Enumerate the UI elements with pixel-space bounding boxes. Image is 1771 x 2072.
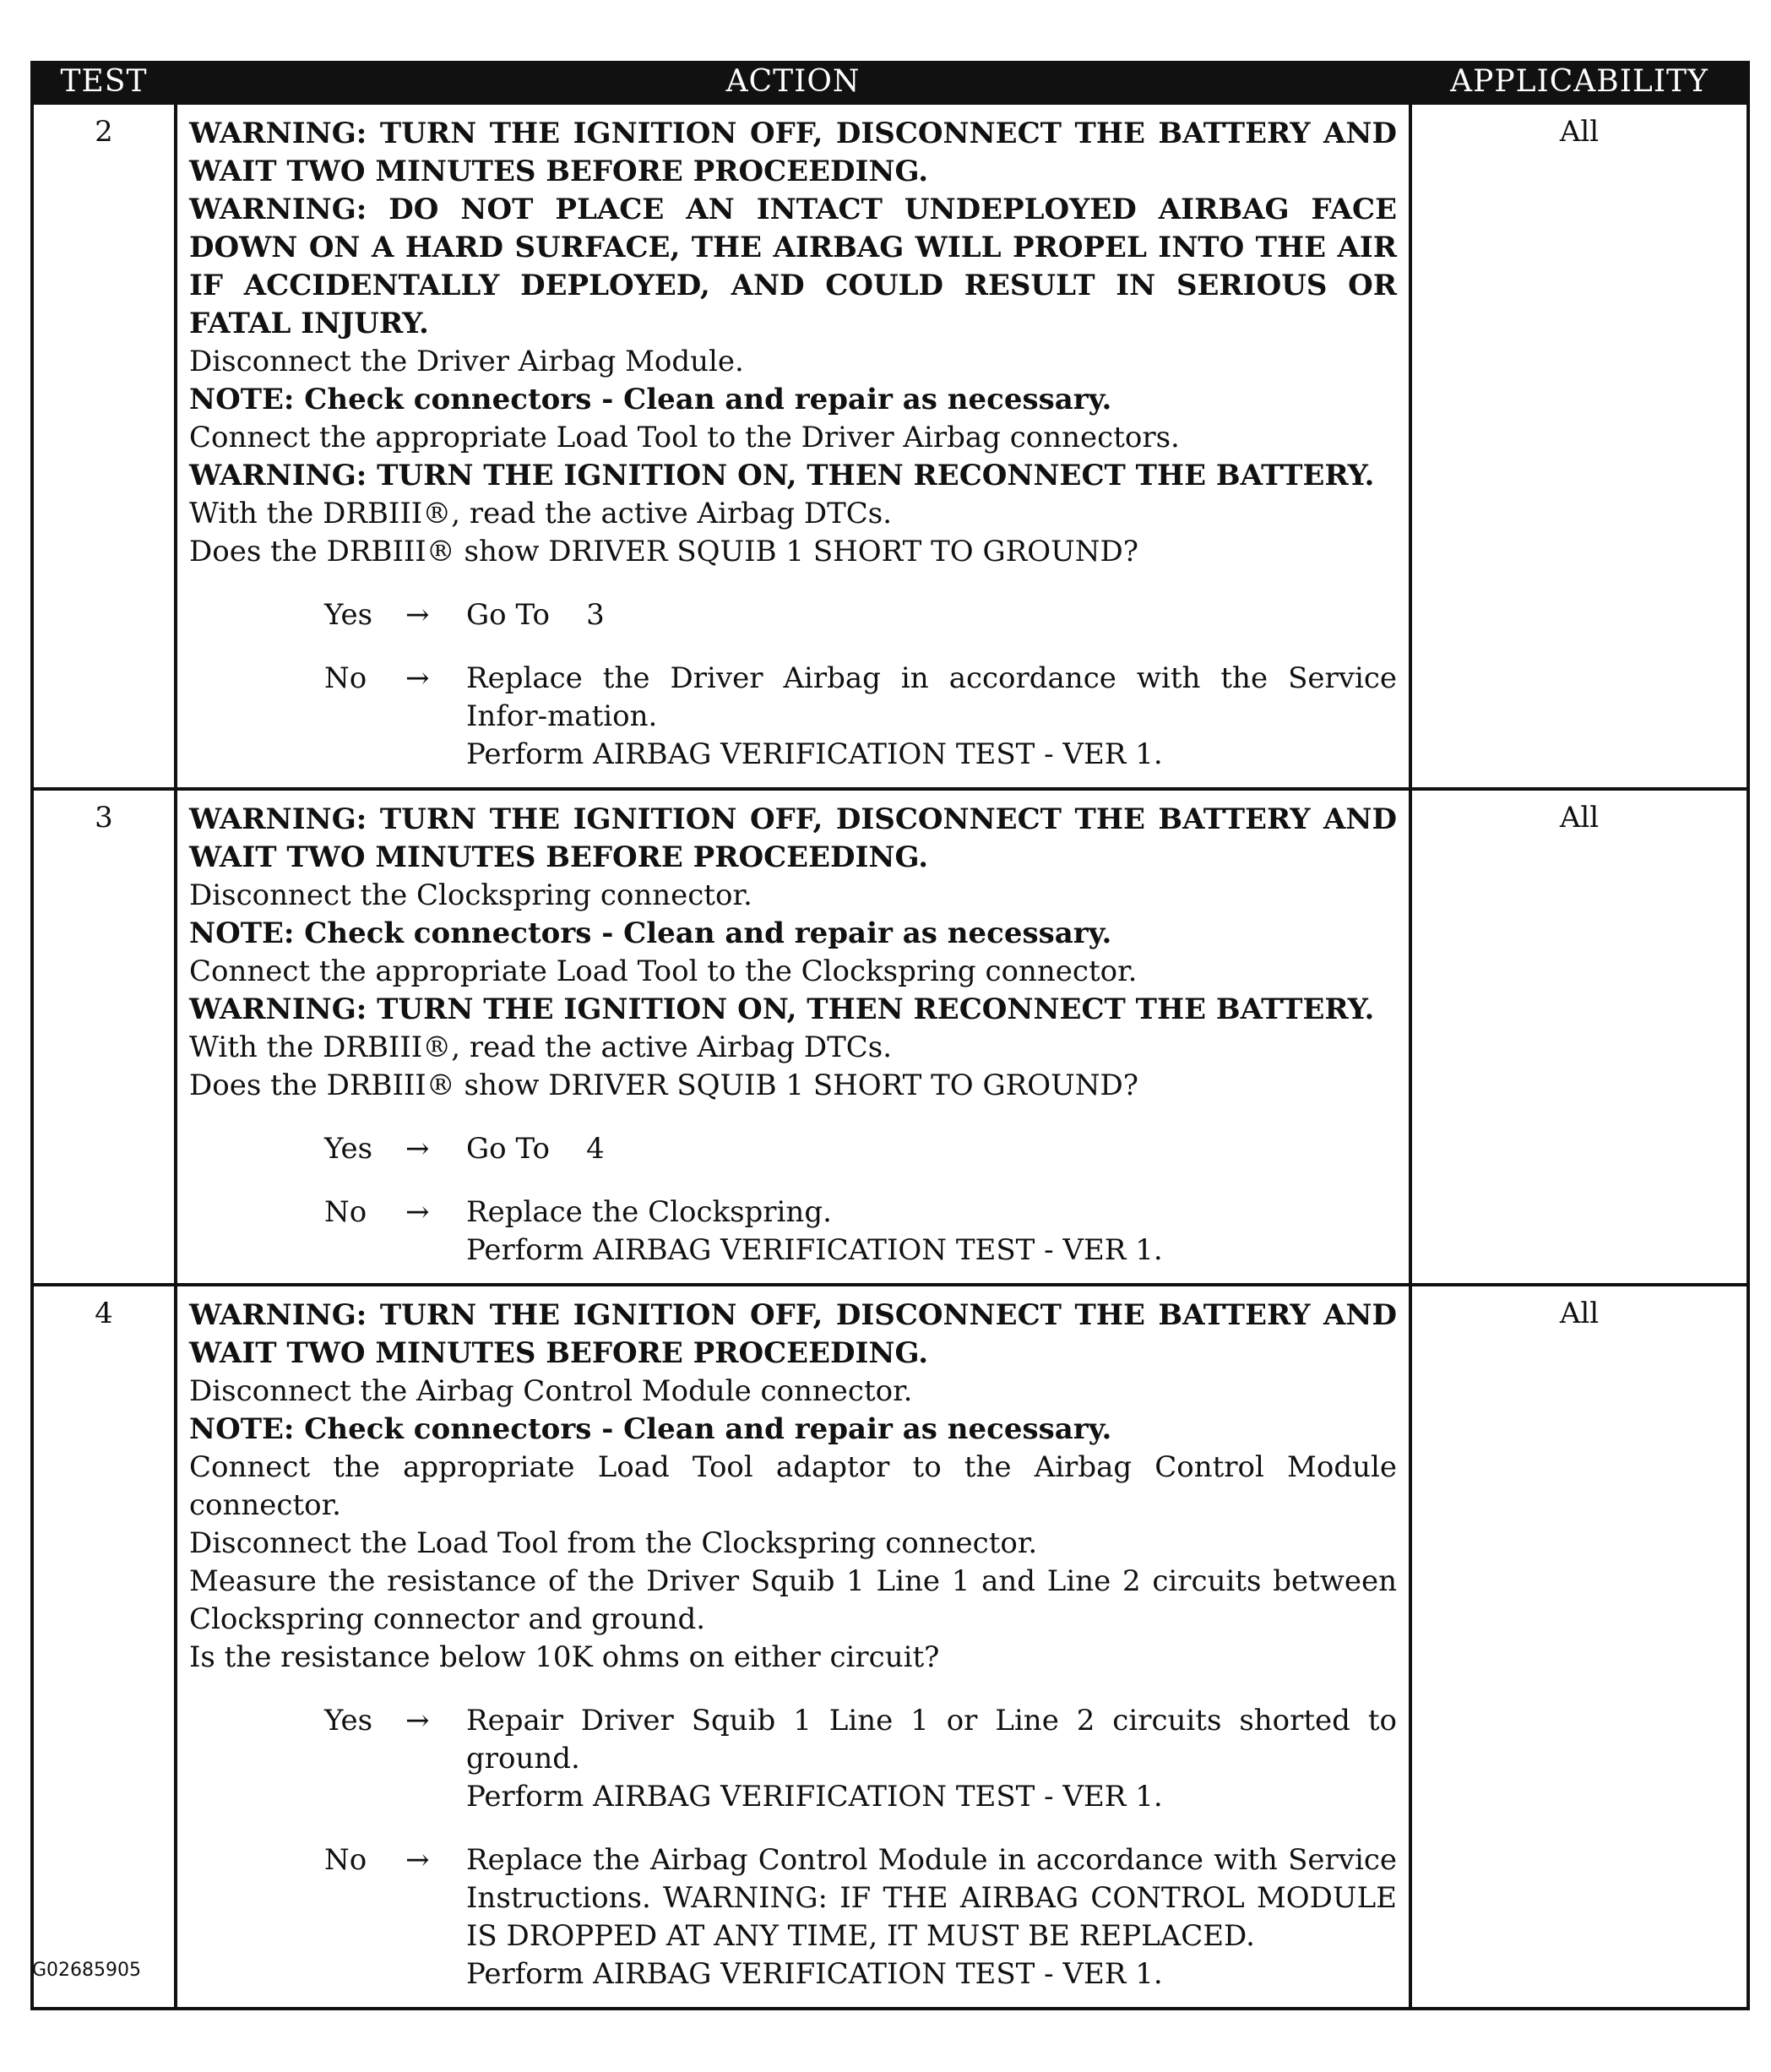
applicability-value: All — [1410, 103, 1748, 789]
instruction-text: Connect the appropriate Load Tool to the Driver Airbag connectors. — [189, 421, 1180, 454]
branch-action — [466, 1130, 1397, 1168]
right-arrow-icon: → — [405, 1132, 430, 1166]
right-arrow-icon: → — [405, 661, 430, 695]
warning-text: WARNING: TURN THE IGNITION ON, THEN RECONNECT THE BATTERY. — [189, 992, 1375, 1026]
branch-action-line: Go To 4 — [466, 1132, 605, 1166]
branch-action-line: Replace the Clockspring. — [466, 1195, 832, 1229]
action-cell — [176, 1285, 1410, 2009]
decision-branch — [189, 1194, 1397, 1270]
note-text: NOTE: Check connectors - Clean and repair as necessary. — [189, 383, 1112, 416]
branch-label: No — [324, 661, 367, 695]
decision-branch — [189, 660, 1406, 774]
instruction-text: With the DRBIII®, read the active Airbag DTCs. — [189, 497, 893, 530]
instruction-text: Disconnect the Airbag Control Module connector. — [189, 1374, 913, 1408]
right-arrow-icon: → — [405, 1843, 430, 1877]
branch-action — [466, 1194, 1397, 1270]
instruction-text: Disconnect the Driver Airbag Module. — [189, 345, 744, 378]
header-action: ACTION — [176, 61, 1410, 103]
note-text: NOTE: Check connectors - Clean and repair as necessary. — [189, 916, 1112, 950]
applicability-value: All — [1410, 1285, 1748, 2009]
action-cell — [176, 103, 1410, 789]
header-applicability: APPLICABILITY — [1410, 61, 1748, 103]
decision-branch — [189, 1130, 1397, 1168]
warning-text: WARNING: DO NOT PLACE AN INTACT UNDEPLOYED AIRBAG FACE DOWN ON A HARD SURFACE, THE AIRBAG WILL PROPEL INTO THE AIR IF ACCIDENTALLY DEPLOYED, AND COULD RESULT IN SERIOUS OR FATAL INJURY. — [189, 193, 1397, 340]
test-row — [32, 103, 1748, 789]
instruction-text: Does the DRBIII® show DRIVER SQUIB 1 SHORT TO GROUND? — [189, 1069, 1139, 1102]
right-arrow-icon: → — [405, 598, 430, 632]
test-number: 3 — [32, 789, 176, 1285]
action-cell — [176, 789, 1410, 1285]
branch-action-line: Replace the Driver Airbag in accordance with the Service Infor-mation. — [466, 661, 1406, 733]
instruction-text: Is the resistance below 10K ohms on either circuit? — [189, 1640, 940, 1674]
decision-branch — [189, 596, 1397, 634]
branch-label: No — [324, 1843, 367, 1877]
header-test: TEST — [32, 61, 176, 103]
branch-action — [466, 1702, 1406, 1816]
branch-label: Yes — [324, 1132, 373, 1166]
warning-text: WARNING: TURN THE IGNITION OFF, DISCONNECT THE BATTERY AND WAIT TWO MINUTES BEFORE PROCEEDING. — [189, 802, 1397, 874]
branch-action-line: Repair Driver Squib 1 Line 1 or Line 2 circuits shorted to ground. — [466, 1704, 1406, 1776]
note-text: NOTE: Check connectors - Clean and repair as necessary. — [189, 1412, 1112, 1446]
warning-text: WARNING: TURN THE IGNITION ON, THEN RECONNECT THE BATTERY. — [189, 459, 1375, 492]
branch-action-line: Perform AIRBAG VERIFICATION TEST - VER 1. — [466, 1233, 1163, 1267]
right-arrow-icon: → — [405, 1195, 430, 1229]
branch-action — [466, 1841, 1406, 1993]
test-number: 2 — [32, 103, 176, 789]
branch-label: No — [324, 1195, 367, 1229]
applicability-value: All — [1410, 789, 1748, 1285]
warning-text: WARNING: TURN THE IGNITION OFF, DISCONNECT THE BATTERY AND WAIT TWO MINUTES BEFORE PROCEEDING. — [189, 1298, 1397, 1370]
instruction-text: Connect the appropriate Load Tool to the Clockspring connector. — [189, 954, 1138, 988]
right-arrow-icon: → — [405, 1704, 430, 1738]
branch-action — [466, 660, 1406, 774]
header-row — [32, 61, 1748, 103]
test-row — [32, 789, 1748, 1285]
test-row — [32, 1285, 1748, 2009]
branch-action-line: Perform AIRBAG VERIFICATION TEST - VER 1. — [466, 1780, 1163, 1814]
branch-action-line: Perform AIRBAG VERIFICATION TEST - VER 1. — [466, 1957, 1163, 1991]
test-number: 4 — [32, 1285, 176, 2009]
figure-code: G02685905 — [32, 1960, 142, 1981]
instruction-text: Disconnect the Load Tool from the Clockspring connector. — [189, 1526, 1038, 1560]
procedure-rows — [32, 103, 1748, 2009]
branch-action — [466, 596, 1397, 634]
instruction-text: Disconnect the Clockspring connector. — [189, 878, 752, 912]
warning-text: WARNING: TURN THE IGNITION OFF, DISCONNECT THE BATTERY AND WAIT TWO MINUTES BEFORE PROCEEDING. — [189, 117, 1397, 188]
instruction-text: With the DRBIII®, read the active Airbag DTCs. — [189, 1031, 893, 1064]
instruction-text: Measure the resistance of the Driver Squib 1 Line 1 and Line 2 circuits between Clockspring connector and ground. — [189, 1564, 1397, 1636]
branch-label: Yes — [324, 1704, 373, 1738]
procedure-page — [30, 61, 1747, 2010]
decision-branch — [189, 1702, 1406, 1816]
branch-action-line: Replace the Airbag Control Module in accordance with Service Instructions. WARNING: IF THE AIRBAG CONTROL MODULE IS DROPPED AT ANY TIME, IT MUST BE REPLACED. — [466, 1843, 1406, 1953]
instruction-text: Connect the appropriate Load Tool adaptor to the Airbag Control Module connector. — [189, 1450, 1397, 1522]
decision-branch — [189, 1841, 1406, 1993]
branch-action-line: Perform AIRBAG VERIFICATION TEST - VER 1. — [466, 737, 1163, 771]
branch-label: Yes — [324, 598, 373, 632]
instruction-text: Does the DRBIII® show DRIVER SQUIB 1 SHORT TO GROUND? — [189, 535, 1139, 568]
branch-action-line: Go To 3 — [466, 598, 605, 632]
procedure-table — [30, 61, 1750, 2010]
